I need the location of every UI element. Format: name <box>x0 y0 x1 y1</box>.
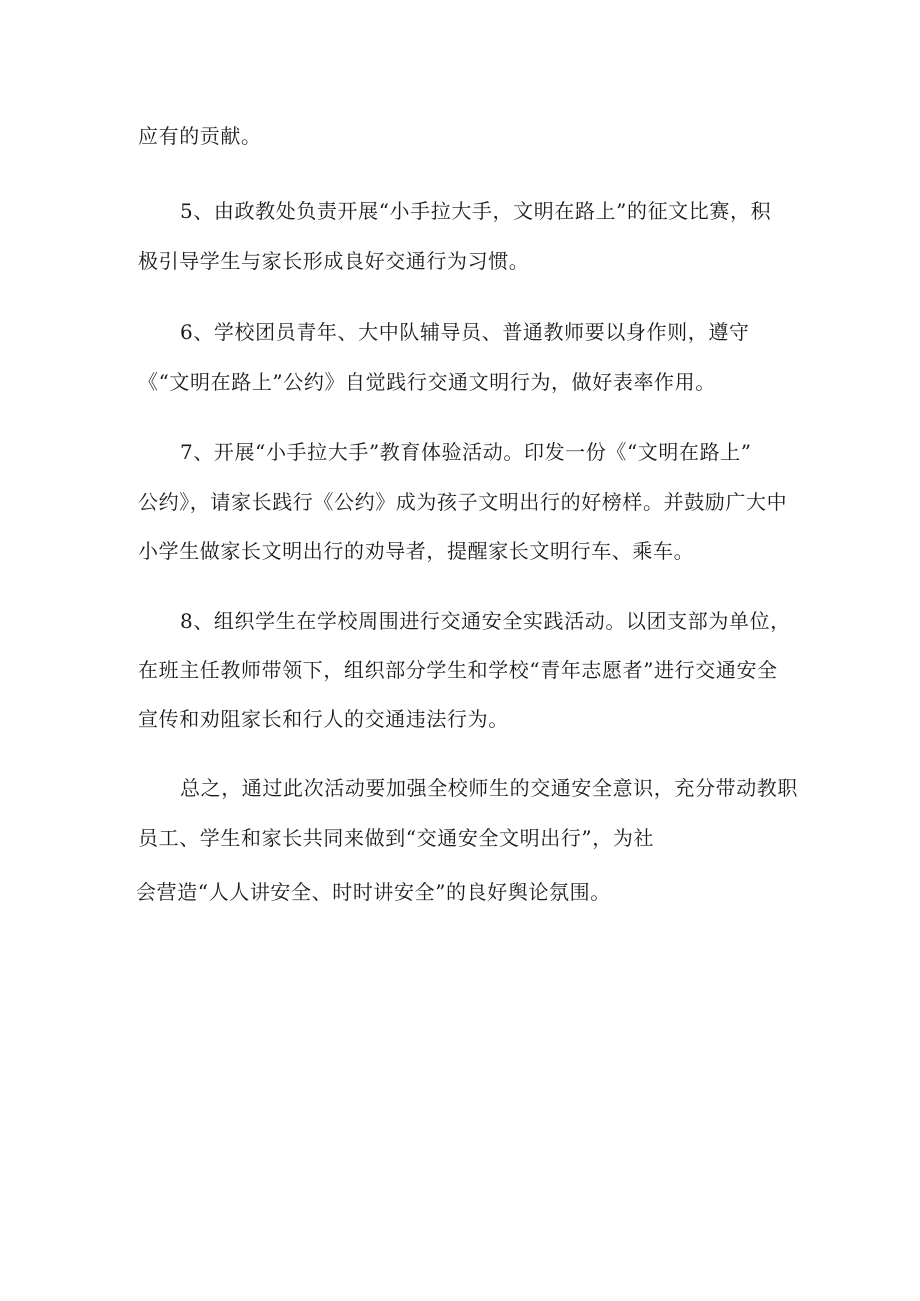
item-8-line-1: 8、组织学生在学校周围进行交通安全实践活动。以团支部为单位， <box>180 609 791 633</box>
summary-line-3: 会营造“人人讲安全、时时讲安全”的良好舆论氛围。 <box>136 880 611 904</box>
item-6-line-1: 6、学校团员青年、大中队辅导员、普通教师要以身作则，遵守 <box>180 320 750 344</box>
item-5-line-2: 极引导学生与家长形成良好交通行为习惯。 <box>138 249 530 273</box>
item-7-line-3: 小学生做家长文明出行的劝导者，提醒家长文明行车、乘车。 <box>138 539 695 563</box>
item-7-line-2: 公约》，请家长践行《公约》成为孩子文明出行的好榜样。并鼓励广大中 <box>138 490 788 514</box>
summary-line-1: 总之，通过此次活动要加强全校师生的交通安全意识，充分带动教职 <box>180 776 798 800</box>
item-8-line-3: 宣传和劝阻家长和行人的交通违法行为。 <box>138 707 509 731</box>
paragraph-4-tail-line: 应有的贡献。 <box>138 124 262 148</box>
summary-line-2: 员工、学生和家长共同来做到“交通安全文明出行”，为社 <box>138 826 655 850</box>
item-7-line-1: 7、开展“小手拉大手”教育体验活动。印发一份《“文明在路上” <box>180 440 752 464</box>
item-5-line-1: 5、由政教处负责开展“小手拉大手，文明在路上”的征文比赛，积 <box>180 199 772 223</box>
item-6-line-2: 《“文明在路上”公约》自觉践行交通文明行为，做好表率作用。 <box>138 370 716 394</box>
item-8-line-2: 在班主任教师带领下，组织部分学生和学校“青年志愿者”进行交通安全 <box>138 658 778 682</box>
